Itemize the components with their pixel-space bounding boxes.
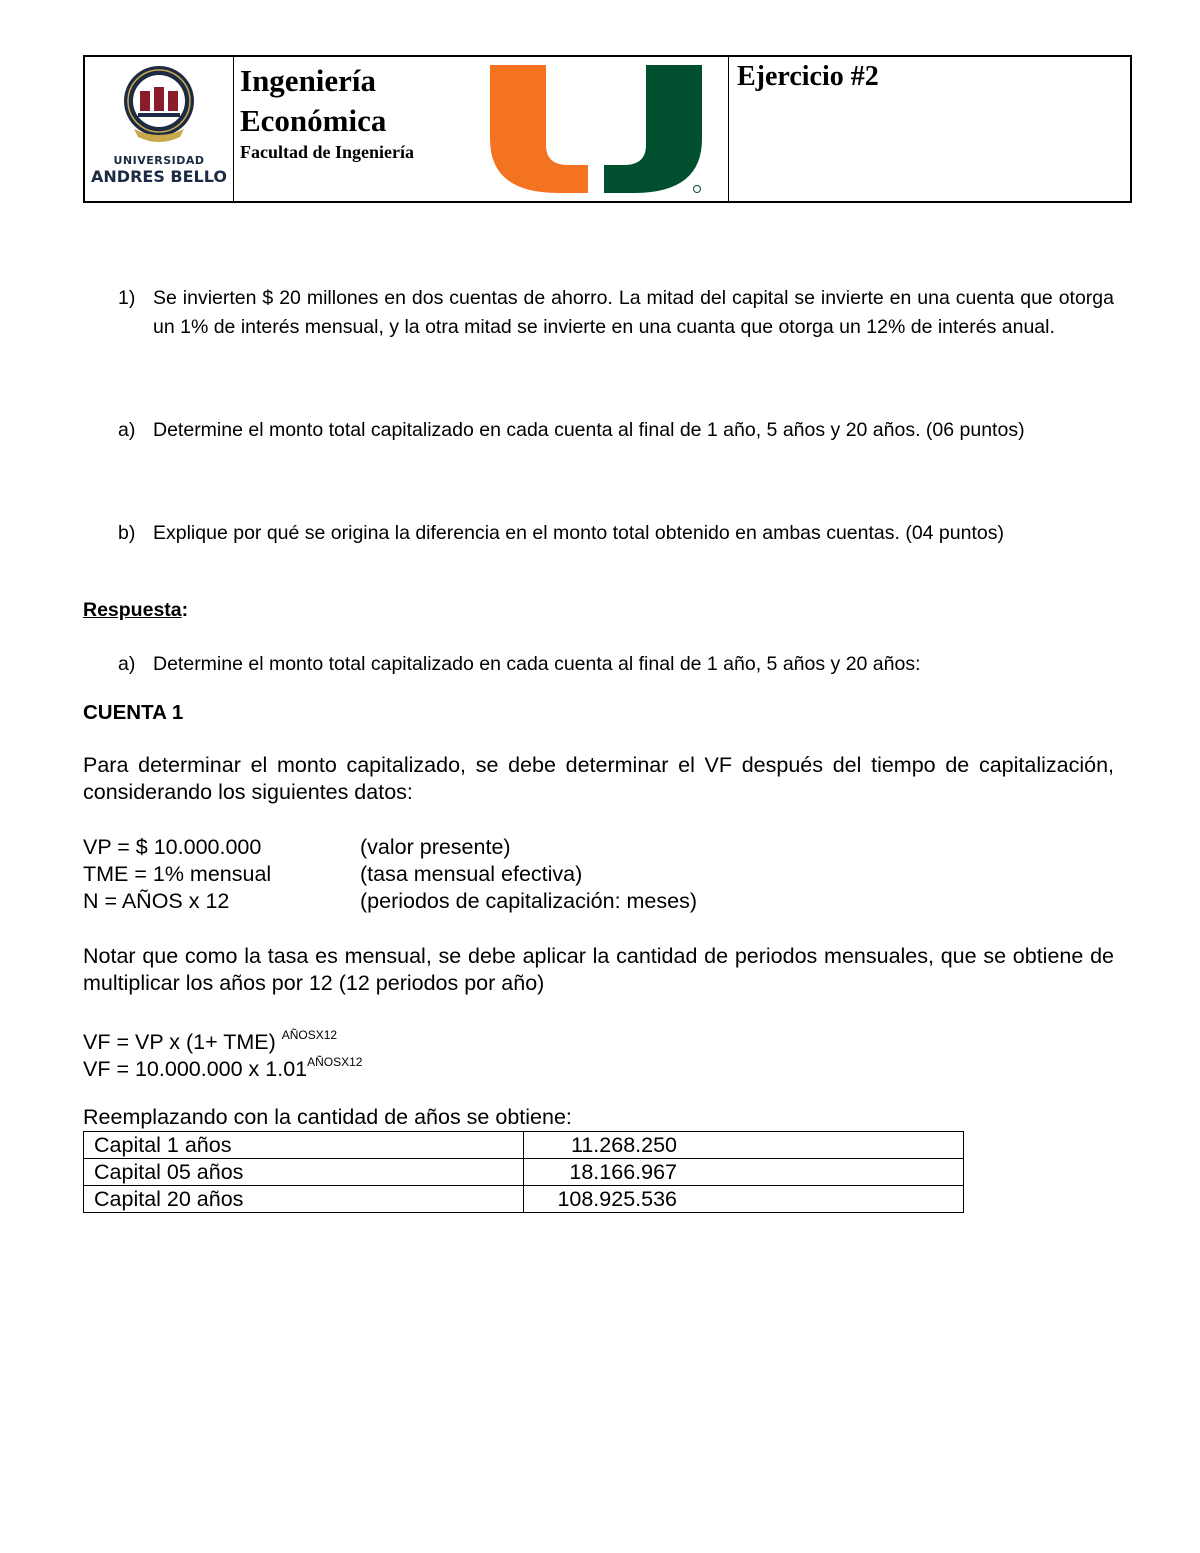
exercise-number: Ejercicio #2 (737, 61, 879, 92)
results-table (83, 1131, 964, 1213)
header-table (83, 55, 1132, 203)
table-cell-value: 18.166.967 (524, 1159, 964, 1186)
question-b-text: Explique por qué se origina la diferencia en el monto total obtenido en ambas cuentas. (04 puntos) (153, 522, 1004, 544)
header-title-cell (234, 57, 729, 201)
question-a-text: Determine el monto total capitalizado en cada cuenta al final de 1 año, 5 años y 20 años. (06 puntos) (153, 419, 1025, 441)
answer-a-label: a) (118, 653, 136, 675)
data-left-tme: TME = 1% mensual (83, 862, 272, 886)
answer-a-text: Determine el monto total capitalizado en cada cuenta al final de 1 año, 5 años y 20 años: (153, 653, 921, 675)
data-right-n: (periodos de capitalización: meses) (360, 889, 697, 913)
note-paragraph (83, 943, 1114, 997)
formula1-exponent: AÑOSX12 (281, 1028, 338, 1042)
question-a-label: a) (118, 419, 136, 441)
university-seal-logo (122, 61, 196, 151)
formula2-base: VF = 10.000.000 x 1.01 (83, 1057, 308, 1081)
table-row (84, 1159, 964, 1186)
table-cell-value: 11.268.250 (524, 1132, 964, 1159)
intro-text: Para determinar el monto capitalizado, se debe determinar el VF después del tiempo de capitalización, considerando los siguientes datos: (83, 753, 1114, 804)
header-logo-cell (85, 57, 234, 201)
note-text: Notar que como la tasa es mensual, se debe aplicar la cantidad de periodos mensuales, que se obtiene de multiplicar los años por 12 (12 periodos por año) (83, 944, 1114, 995)
intro-paragraph (83, 752, 1114, 806)
course-title-line2: Económica (240, 103, 387, 138)
university-name-line1: UNIVERSIDAD (113, 154, 205, 167)
question-b-label: b) (118, 522, 136, 544)
answer-heading-colon: : (181, 599, 189, 621)
table-row (84, 1132, 964, 1159)
table-row (84, 1186, 964, 1213)
section-heading-cuenta-1: CUENTA 1 (83, 701, 184, 724)
formula-vf-numeric (83, 1049, 362, 1083)
question-number: 1) (118, 287, 136, 309)
answer-heading-text: Respuesta (83, 599, 182, 621)
replace-text: Reemplazando con la cantidad de años se obtiene: (83, 1105, 572, 1129)
data-right-tme: (tasa mensual efectiva) (360, 862, 583, 886)
formula1-base: VF = VP x (1+ TME) (83, 1030, 276, 1054)
answer-heading (83, 596, 188, 625)
faculty-subtitle: Facultad de Ingeniería (240, 142, 414, 162)
formula2-exponent: AÑOSX12 (307, 1055, 363, 1069)
header-exercise-cell (729, 57, 1130, 201)
table-cell-value: 108.925.536 (524, 1186, 964, 1213)
data-left-n: N = AÑOS x 12 (83, 889, 230, 913)
data-right-vp: (valor presente) (360, 835, 511, 859)
university-name-line2: ANDRES BELLO (91, 167, 227, 186)
question-text: Se invierten $ 20 millones en dos cuentas de ahorro. La mitad del capital se invierte en una cuenta que otorga un 1% de interés mensual, y la otra mitad se invierte en una cuanta que otorga un 12% de interés anual. (153, 287, 1114, 338)
course-title-line1: Ingeniería (240, 63, 377, 98)
data-left-vp: VP = $ 10.000.000 (83, 835, 262, 859)
table-cell-label: Capital 05 años (84, 1159, 524, 1186)
u-logo (488, 65, 704, 193)
table-cell-label: Capital 1 años (84, 1132, 524, 1159)
table-cell-label: Capital 20 años (84, 1186, 524, 1213)
